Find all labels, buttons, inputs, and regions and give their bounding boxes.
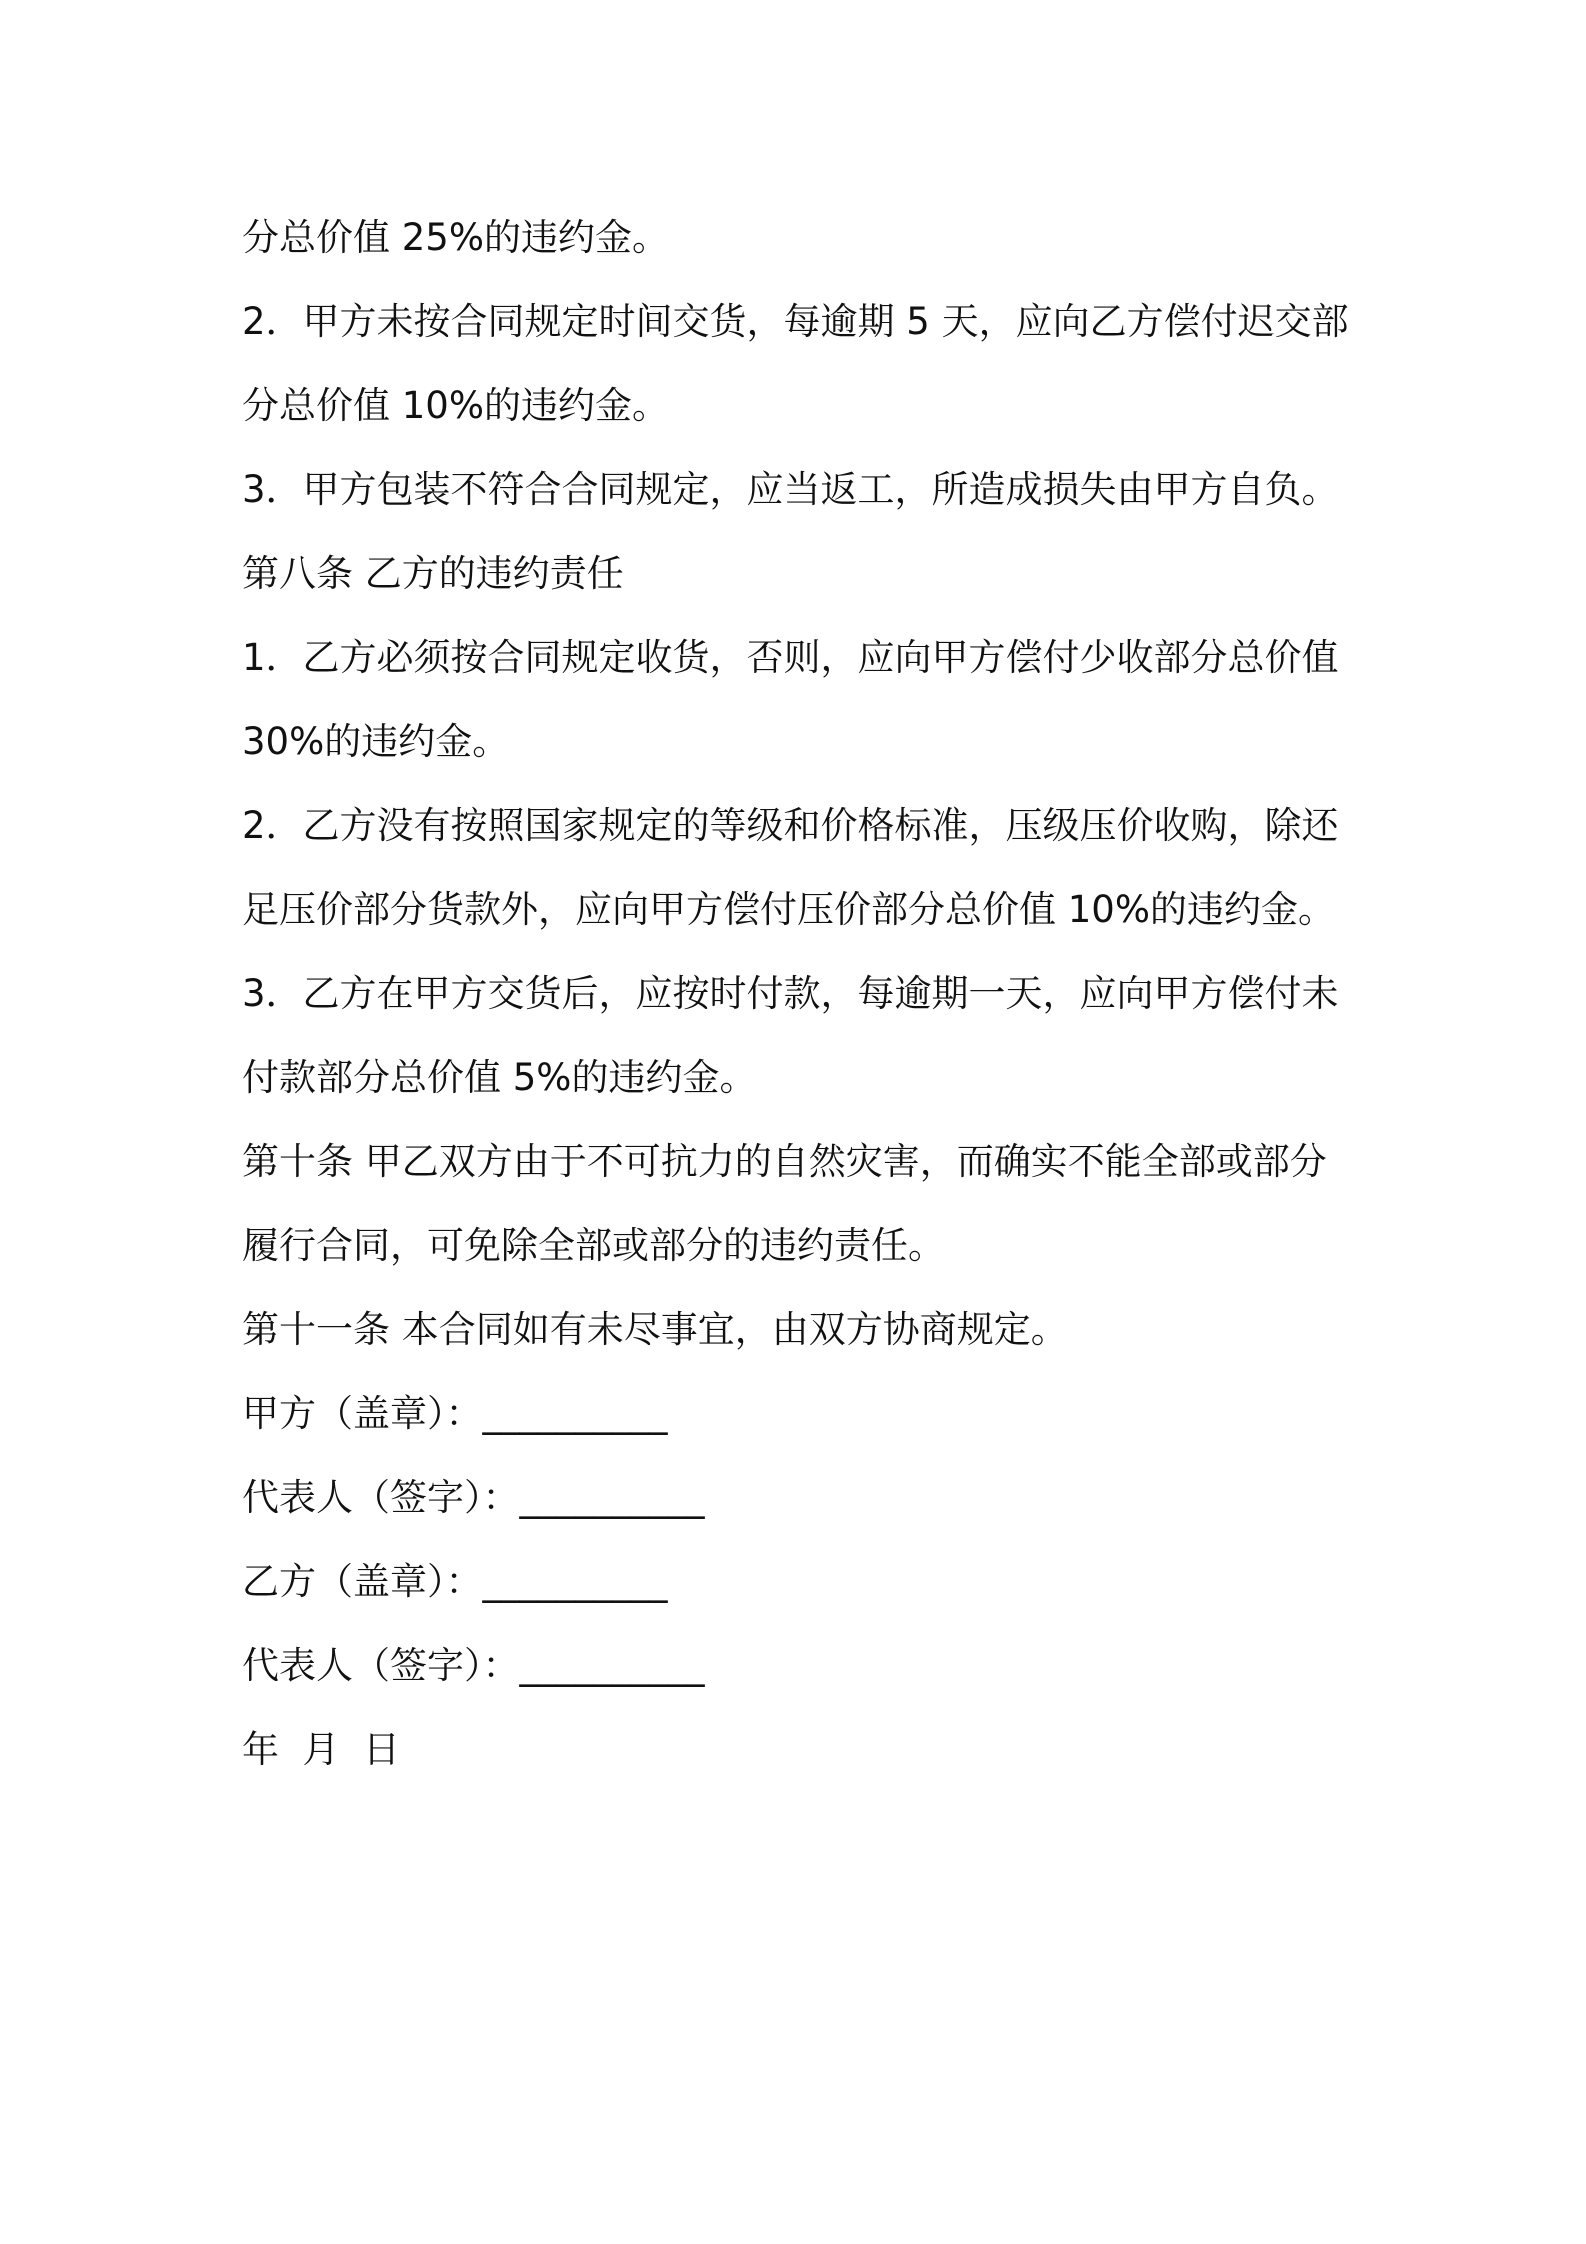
text-line: 足压价部分货款外，应向甲方偿付压价部分总价值 10%的违约金。 bbox=[242, 888, 1335, 931]
text-line: 履行合同，可免除全部或部分的违约责任。 bbox=[242, 1224, 945, 1267]
article-heading: 第八条 乙方的违约责任 bbox=[242, 552, 624, 595]
text-line: 30%的违约金。 bbox=[242, 720, 510, 763]
article-heading: 第十一条 本合同如有未尽事宜，由双方协商规定。 bbox=[242, 1308, 1068, 1351]
signature-party-b-seal: 乙方（盖章）：__________ bbox=[242, 1560, 668, 1603]
text-line: 分总价值 25%的违约金。 bbox=[242, 216, 669, 259]
text-line: 3．甲方包装不符合合同规定，应当返工，所造成损失由甲方自负。 bbox=[242, 468, 1339, 511]
text-line: 分总价值 10%的违约金。 bbox=[242, 384, 669, 427]
article-heading: 第十条 甲乙双方由于不可抗力的自然灾害，而确实不能全部或部分 bbox=[242, 1140, 1327, 1183]
signature-party-b-representative: 代表人（签字）：__________ bbox=[242, 1644, 705, 1687]
document-body bbox=[242, 196, 1362, 1792]
text-line: 1．乙方必须按合同规定收货，否则，应向甲方偿付少收部分总价值 bbox=[242, 636, 1339, 679]
signature-party-a-seal: 甲方（盖章）：__________ bbox=[242, 1392, 668, 1435]
date-line: 年 月 日 bbox=[242, 1728, 401, 1771]
text-line: 付款部分总价值 5%的违约金。 bbox=[242, 1056, 757, 1099]
text-line: 2．乙方没有按照国家规定的等级和价格标准，压级压价收购，除还 bbox=[242, 804, 1339, 847]
text-line: 3．乙方在甲方交货后，应按时付款，每逾期一天，应向甲方偿付未 bbox=[242, 972, 1339, 1015]
text-line: 2．甲方未按合同规定时间交货，每逾期 5 天，应向乙方偿付迟交部 bbox=[242, 300, 1349, 343]
signature-party-a-representative: 代表人（签字）：__________ bbox=[242, 1476, 705, 1519]
